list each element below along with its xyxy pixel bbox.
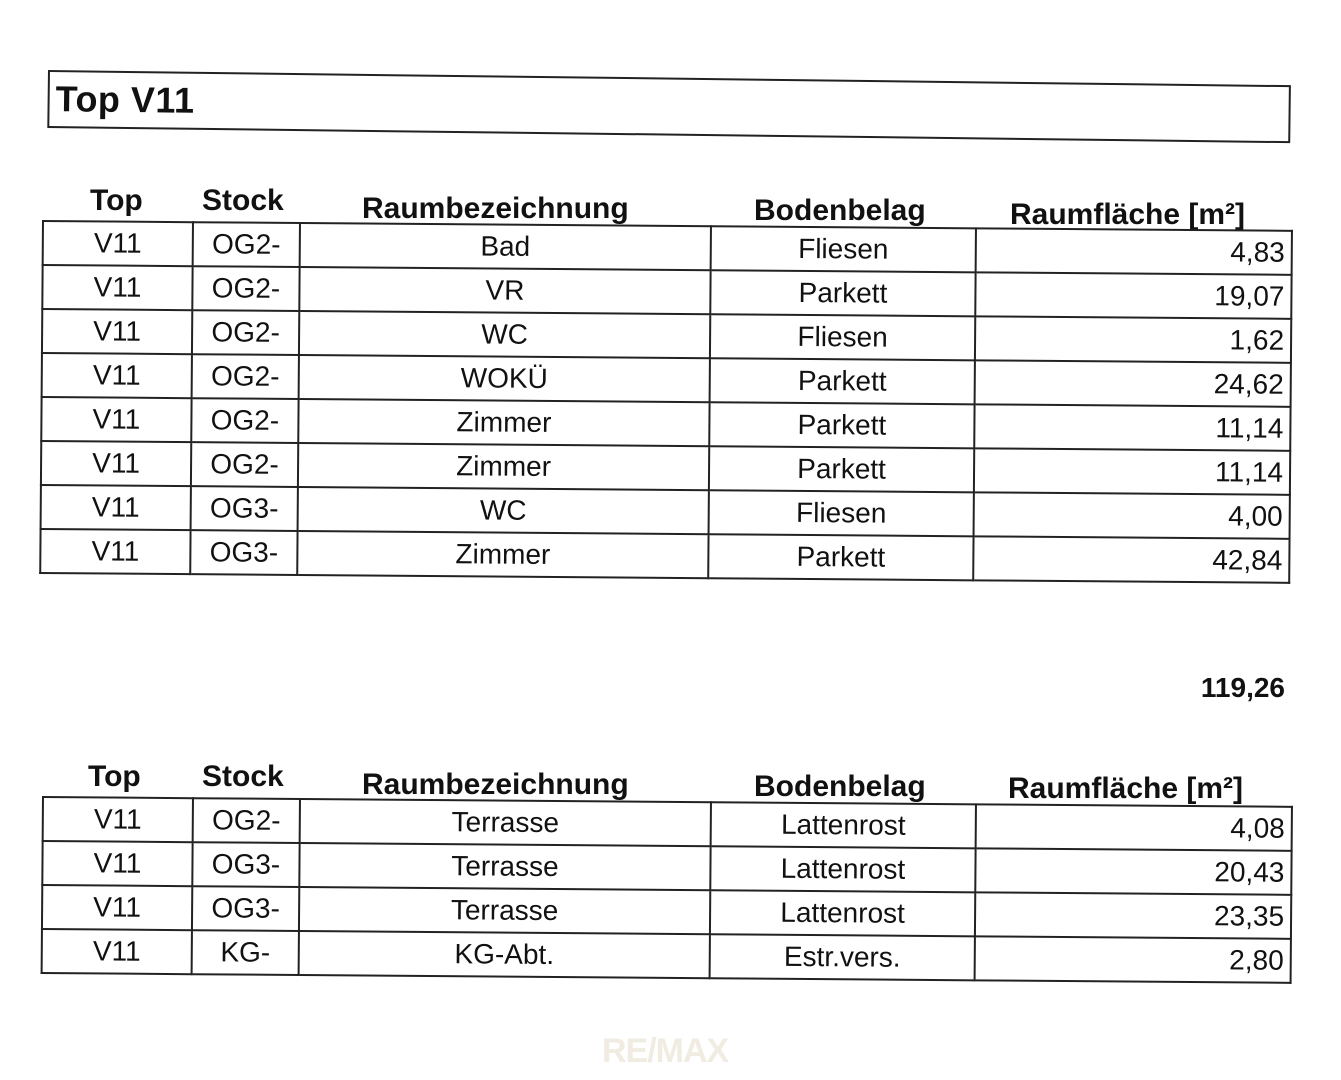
- cell-area: 19,07: [975, 272, 1291, 318]
- cell-room-name: VR: [299, 267, 710, 314]
- cell-stock: OG3-: [192, 886, 299, 931]
- cell-room-name: Terrasse: [299, 887, 710, 934]
- total-area: 119,26: [1200, 672, 1285, 703]
- cell-top: V11: [41, 441, 191, 486]
- cell-stock: OG3-: [191, 486, 298, 531]
- cell-room-name: Zimmer: [298, 399, 709, 446]
- table-row: [42, 929, 1291, 983]
- cell-room-name: Bad: [300, 223, 711, 270]
- header-flooring: Bodenbelag: [754, 194, 926, 227]
- cell-stock: OG3-: [190, 530, 297, 575]
- remax-watermark-logo: RE/MAX: [602, 1032, 729, 1070]
- table-row: [40, 529, 1289, 583]
- cell-stock: OG2-: [193, 798, 300, 843]
- cell-top: V11: [41, 485, 191, 530]
- outdoor-table-section: [42, 752, 1291, 974]
- cell-top: V11: [43, 797, 193, 842]
- cell-stock: OG2-: [192, 354, 299, 399]
- header-top: Top: [88, 760, 141, 793]
- cell-flooring: Estr.vers.: [710, 934, 975, 980]
- cell-area: 11,14: [974, 404, 1290, 450]
- cell-top: V11: [42, 309, 192, 354]
- cell-stock: OG2-: [191, 398, 298, 443]
- cell-area: 24,62: [975, 360, 1291, 406]
- cell-stock: OG2-: [193, 222, 300, 267]
- table-header: [42, 752, 1291, 805]
- header-area: Raumfläche [m²]: [1010, 198, 1246, 231]
- cell-top: V11: [43, 221, 193, 266]
- cell-top: V11: [42, 353, 192, 398]
- cell-area: 20,43: [975, 848, 1291, 894]
- header-area: Raumfläche [m²]: [1008, 772, 1244, 805]
- cell-room-name: WC: [298, 487, 709, 534]
- cell-flooring: Parkett: [708, 534, 973, 580]
- header-room-name: Raumbezeichnung: [362, 768, 629, 801]
- cell-area: 23,35: [975, 892, 1291, 938]
- cell-stock: OG3-: [192, 842, 299, 887]
- cell-top: V11: [42, 885, 192, 930]
- page-title: Top V11: [55, 78, 195, 121]
- room-table-section: [42, 176, 1291, 574]
- cell-room-name: WOKÜ: [299, 355, 710, 402]
- room-table: [39, 220, 1293, 584]
- cell-flooring: Fliesen: [711, 226, 976, 272]
- cell-area: 4,83: [976, 228, 1292, 274]
- cell-room-name: Terrasse: [300, 799, 711, 846]
- cell-room-name: KG-Abt.: [299, 931, 710, 978]
- cell-top: V11: [42, 841, 192, 886]
- cell-room-name: Zimmer: [297, 531, 708, 578]
- cell-flooring: Lattenrost: [710, 890, 975, 936]
- cell-area: 4,08: [976, 804, 1292, 850]
- cell-flooring: Parkett: [710, 270, 975, 316]
- title-box: [47, 70, 1291, 143]
- header-stock: Stock: [202, 184, 284, 217]
- cell-room-name: Terrasse: [299, 843, 710, 890]
- cell-stock: KG-: [192, 930, 299, 975]
- cell-room-name: Zimmer: [298, 443, 709, 490]
- cell-top: V11: [42, 929, 192, 974]
- cell-area: 11,14: [974, 448, 1290, 494]
- cell-room-name: WC: [299, 311, 710, 358]
- header-flooring: Bodenbelag: [754, 770, 926, 803]
- cell-flooring: Lattenrost: [711, 802, 976, 848]
- cell-stock: OG2-: [191, 442, 298, 487]
- cell-top: V11: [41, 397, 191, 442]
- cell-flooring: Fliesen: [709, 490, 974, 536]
- cell-flooring: Parkett: [709, 402, 974, 448]
- cell-area: 4,00: [974, 492, 1290, 538]
- cell-area: 1,62: [975, 316, 1291, 362]
- cell-area: 42,84: [973, 536, 1289, 582]
- cell-flooring: Parkett: [709, 446, 974, 492]
- cell-top: V11: [40, 529, 190, 574]
- cell-stock: OG2-: [192, 310, 299, 355]
- header-room-name: Raumbezeichnung: [362, 192, 629, 225]
- cell-flooring: Parkett: [710, 358, 975, 404]
- table-header: [42, 176, 1291, 231]
- cell-top: V11: [42, 265, 192, 310]
- cell-flooring: Lattenrost: [710, 846, 975, 892]
- outdoor-table: [41, 796, 1293, 984]
- cell-flooring: Fliesen: [710, 314, 975, 360]
- cell-area: 2,80: [975, 936, 1291, 982]
- header-stock: Stock: [202, 760, 284, 793]
- header-top: Top: [90, 184, 143, 217]
- cell-stock: OG2-: [192, 266, 299, 311]
